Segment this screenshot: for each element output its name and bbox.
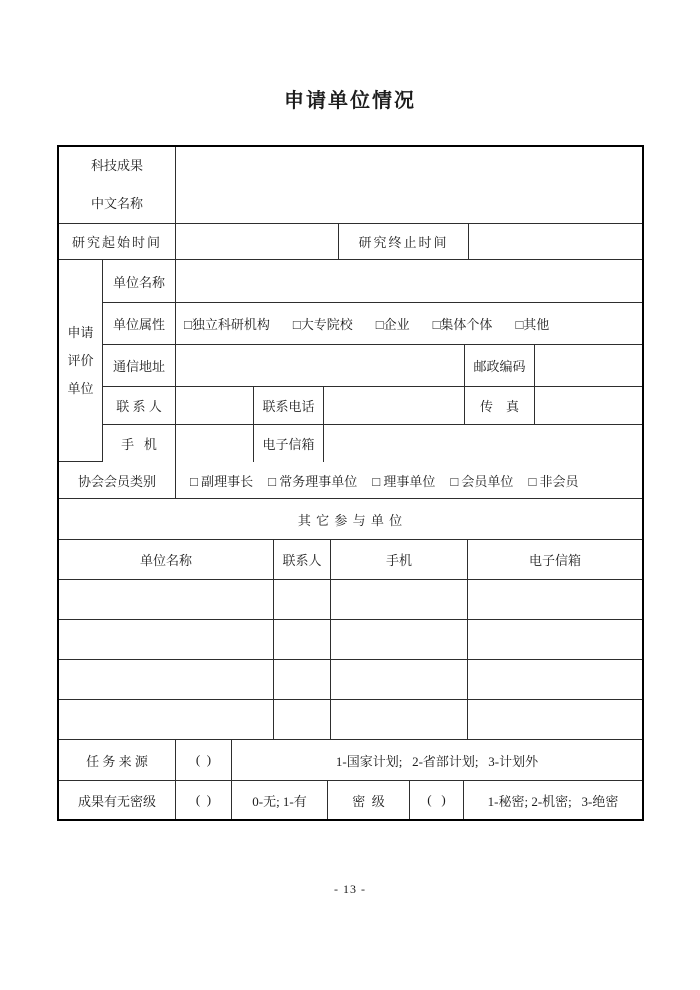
email-label: 电子信箱 [254, 425, 324, 462]
applicant-group-label-line1: 申请 [67, 324, 94, 340]
secrecy-hint: 0-无; 1-有 [232, 781, 328, 819]
other-units-section-title: 其 它 参 与 单 位 [59, 499, 642, 540]
table-row [59, 660, 642, 700]
other-unit-email-cell[interactable] [468, 580, 642, 620]
application-form-table [57, 145, 644, 821]
membership-label: 协会会员类别 [59, 462, 176, 499]
contact-label: 联 系 人 [103, 387, 176, 425]
page-title: 申请单位情况 [284, 88, 416, 112]
secrecy-level-hint: 1-秘密; 2-机密; 3-绝密 [487, 793, 619, 809]
achievement-name-input-cell[interactable] [176, 147, 642, 224]
applicant-group-label-line3: 单位 [67, 380, 94, 396]
task-source-label: 任 务 来 源 [59, 740, 176, 781]
applicant-subrows [103, 260, 642, 462]
checkbox-option-non-member[interactable]: □ 非会员 [528, 473, 579, 489]
other-unit-mobile-cell[interactable] [331, 580, 468, 620]
other-unit-email-cell[interactable] [468, 700, 642, 740]
secrecy-code-cell[interactable]: ( ) [176, 781, 232, 819]
page-number: - 13 - [334, 882, 366, 896]
section-applicant-unit [59, 260, 642, 462]
other-units-header-unit-name: 单位名称 [59, 540, 274, 580]
row-task-source [59, 740, 642, 781]
achievement-name-label-cell [59, 147, 176, 224]
email-input-cell[interactable] [324, 425, 642, 462]
checkbox-option-vice-chairman[interactable]: □ 副理事长 [190, 473, 254, 489]
other-units-header-mobile: 手机 [331, 540, 468, 580]
secrecy-level-code-cell[interactable]: ( ) [410, 781, 464, 819]
row-membership [59, 462, 642, 499]
other-unit-name-cell[interactable] [59, 620, 274, 660]
checkbox-option-director-unit[interactable]: □ 理事单位 [372, 473, 436, 489]
row-contact [103, 387, 642, 425]
other-units-header-email: 电子信箱 [468, 540, 642, 580]
other-unit-contact-cell[interactable] [274, 660, 331, 700]
other-unit-email-cell[interactable] [468, 620, 642, 660]
other-unit-name-cell[interactable] [59, 660, 274, 700]
fax-input-cell[interactable] [535, 387, 642, 425]
achievement-name-label-line1: 科技成果 [90, 158, 143, 173]
row-unit-attr [103, 303, 642, 345]
other-unit-email-cell[interactable] [468, 660, 642, 700]
secrecy-level-label: 密 级 [328, 781, 410, 819]
table-row [59, 580, 642, 620]
other-units-header-contact: 联系人 [274, 540, 331, 580]
secrecy-label: 成果有无密级 [59, 781, 176, 819]
row-other-units-header [59, 540, 642, 580]
address-input-cell[interactable] [176, 345, 465, 387]
unit-attr-label: 单位属性 [103, 303, 176, 345]
research-start-input-cell[interactable] [176, 224, 339, 260]
applicant-group-label-line2: 评价 [67, 352, 94, 368]
address-label: 通信地址 [103, 345, 176, 387]
table-row [59, 700, 642, 740]
row-other-units-title [59, 499, 642, 540]
row-secrecy [59, 781, 642, 819]
postcode-label: 邮政编码 [465, 345, 535, 387]
research-end-label: 研究终止时间 [339, 224, 469, 260]
checkbox-option-college[interactable]: □大专院校 [292, 317, 353, 332]
other-unit-contact-cell[interactable] [274, 580, 331, 620]
research-end-input-cell[interactable] [469, 224, 642, 260]
applicant-group-label-cell [59, 260, 103, 462]
checkbox-option-executive-director-unit[interactable]: □ 常务理事单位 [268, 473, 358, 489]
row-achievement-name [59, 147, 642, 224]
row-unit-name [103, 260, 642, 303]
mobile-input-cell[interactable] [176, 425, 254, 462]
checkbox-option-collective[interactable]: □集体个体 [432, 317, 493, 332]
checkbox-option-member-unit[interactable]: □ 会员单位 [450, 473, 514, 489]
task-source-hint: 1-国家计划; 2-省部计划; 3-计划外 [232, 740, 642, 781]
other-unit-mobile-cell[interactable] [331, 700, 468, 740]
research-start-label: 研究起始时间 [59, 224, 176, 260]
phone-input-cell[interactable] [324, 387, 465, 425]
membership-options-cell [176, 462, 642, 499]
unit-name-label: 单位名称 [103, 260, 176, 303]
mobile-label: 手 机 [103, 425, 176, 462]
task-source-code-cell[interactable]: ( ) [176, 740, 232, 781]
other-unit-name-cell[interactable] [59, 700, 274, 740]
postcode-input-cell[interactable] [535, 345, 642, 387]
other-unit-contact-cell[interactable] [274, 620, 331, 660]
phone-label: 联系电话 [254, 387, 324, 425]
checkbox-option-enterprise[interactable]: □企业 [375, 317, 410, 332]
other-unit-contact-cell[interactable] [274, 700, 331, 740]
other-unit-name-cell[interactable] [59, 580, 274, 620]
contact-input-cell[interactable] [176, 387, 254, 425]
checkbox-option-independent-institute[interactable]: □独立科研机构 [184, 317, 270, 332]
unit-attr-options-cell [176, 303, 642, 345]
fax-label: 传 真 [465, 387, 535, 425]
other-unit-mobile-cell[interactable] [331, 620, 468, 660]
table-row [59, 620, 642, 660]
achievement-name-label-line2: 中文名称 [90, 196, 143, 211]
row-research-time [59, 224, 642, 260]
checkbox-option-other[interactable]: □其他 [515, 317, 550, 332]
other-unit-mobile-cell[interactable] [331, 660, 468, 700]
row-address [103, 345, 642, 387]
row-mobile [103, 425, 642, 462]
unit-name-input-cell[interactable] [176, 260, 642, 303]
